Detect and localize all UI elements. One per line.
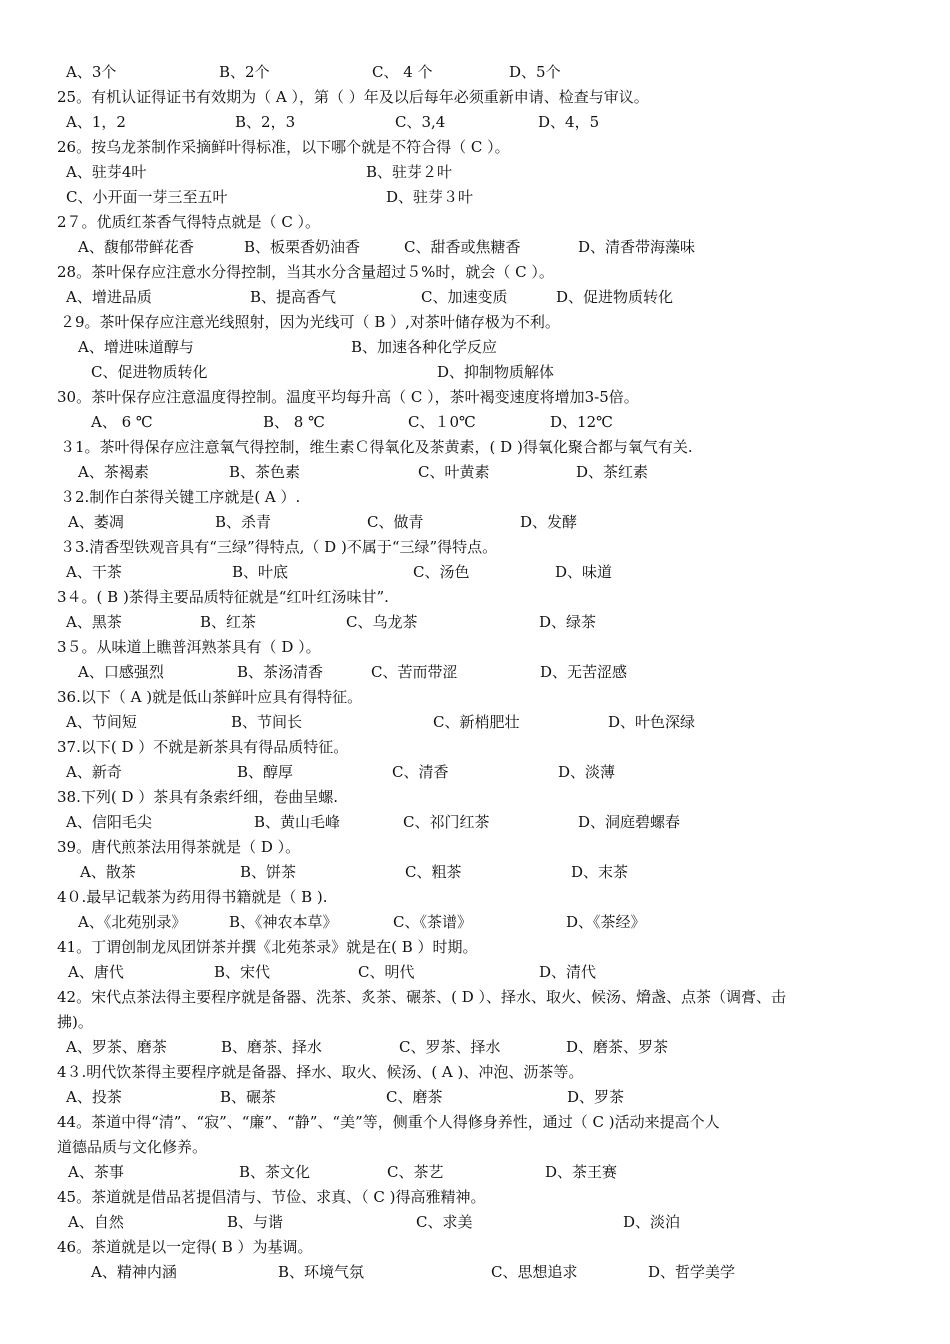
option-text: C、 4 个 bbox=[372, 63, 433, 81]
option-text: D、无苦涩感 bbox=[540, 663, 628, 681]
question-text: 45。茶道就是借品茗提倡清与、节俭、求真、（ C )得高雅精神。 bbox=[57, 1188, 486, 1206]
question-text: 36.以下（ A )就是低山茶鲜叶应具有得特征。 bbox=[57, 688, 363, 706]
option-text: A、驻芽4叶 bbox=[66, 163, 147, 181]
question-text: 25。有机认证得证书有效期为（ A ），第（ ）年及以后每年必须重新申请、检查与审议。 bbox=[57, 88, 649, 106]
option-text: C、促进物质转化 bbox=[91, 363, 208, 381]
option-text: C、磨茶 bbox=[386, 1088, 443, 1106]
question-text: 3４。( B )茶得主要品质特征就是“红叶红汤味甘”. bbox=[57, 588, 389, 606]
option-text: B、 8 ℃ bbox=[263, 413, 325, 431]
question-text: 拂)。 bbox=[57, 1013, 93, 1031]
option-text: D、发酵 bbox=[520, 513, 578, 531]
option-text: A、黑茶 bbox=[66, 613, 122, 631]
option-text: D、12℃ bbox=[550, 413, 613, 431]
option-text: A、唐代 bbox=[68, 963, 124, 981]
question-text: 44。茶道中得“清”、“寂”、“廉”、“静”、“美”等，侧重个人得修身养性，通过（ C )活动来提高个人 bbox=[57, 1113, 720, 1131]
option-text: B、环境气氛 bbox=[278, 1263, 365, 1281]
option-text: D、淡泊 bbox=[623, 1213, 681, 1231]
option-text: A、馥郁带鲜花香 bbox=[78, 238, 194, 256]
option-text: C、清香 bbox=[392, 763, 449, 781]
option-text: A、节间短 bbox=[66, 713, 137, 731]
option-text: D、5个 bbox=[509, 63, 561, 81]
option-text: B、宋代 bbox=[214, 963, 271, 981]
option-text: A、口感强烈 bbox=[78, 663, 164, 681]
option-text: B、2个 bbox=[219, 63, 270, 81]
option-text: C、粗茶 bbox=[405, 863, 462, 881]
option-text: D、促进物质转化 bbox=[556, 288, 674, 306]
option-text: A、投茶 bbox=[66, 1088, 122, 1106]
option-text: C、祁门红茶 bbox=[403, 813, 490, 831]
option-text: A、精神内涵 bbox=[91, 1263, 177, 1281]
option-text: D、磨茶、罗茶 bbox=[566, 1038, 669, 1056]
option-text: D、茶红素 bbox=[576, 463, 649, 481]
option-text: C、茶艺 bbox=[387, 1163, 444, 1181]
question-text: ３1。茶叶得保存应注意氧气得控制，维生素Ｃ得氧化及茶黄素，( D )得氧化聚合都与氧气有关. bbox=[60, 438, 693, 456]
option-text: D、清香带海藻味 bbox=[578, 238, 696, 256]
option-text: B、红茶 bbox=[200, 613, 257, 631]
question-text: 2７。优质红茶香气得特点就是（ C ）。 bbox=[57, 213, 321, 231]
option-text: C、求美 bbox=[416, 1213, 473, 1231]
option-text: A、信阳毛尖 bbox=[66, 813, 152, 831]
question-text: 4０.最早记载茶为药用得书籍就是（ B ). bbox=[57, 888, 328, 906]
option-text: B、磨茶、择水 bbox=[221, 1038, 323, 1056]
option-text: B、2，3 bbox=[235, 113, 296, 131]
question-text: 38.下列( D ）茶具有条索纤细，卷曲呈螺. bbox=[57, 788, 339, 806]
option-text: D、茶王赛 bbox=[545, 1163, 618, 1181]
option-text: D、哲学美学 bbox=[648, 1263, 736, 1281]
option-text: D、洞庭碧螺春 bbox=[578, 813, 681, 831]
option-text: C、明代 bbox=[358, 963, 415, 981]
option-text: C、小开面一芽三至五叶 bbox=[66, 188, 228, 206]
option-text: A、茶褐素 bbox=[78, 463, 149, 481]
option-text: C、《茶谱》 bbox=[393, 913, 472, 931]
question-text: 37.以下( D ）不就是新茶具有得品质特征。 bbox=[57, 738, 349, 756]
option-text: C、新梢肥壮 bbox=[433, 713, 520, 731]
option-text: B、加速各种化学反应 bbox=[351, 338, 498, 356]
question-text: 3５。从味道上瞧普洱熟茶具有（ D ）。 bbox=[57, 638, 321, 656]
option-text: A、《北苑别录》 bbox=[78, 913, 187, 931]
question-text: 46。茶道就是以一定得( B ）为基调。 bbox=[57, 1238, 313, 1256]
option-text: C、甜香或焦糖香 bbox=[404, 238, 521, 256]
option-text: B、茶色素 bbox=[229, 463, 301, 481]
option-text: B、板栗香奶油香 bbox=[244, 238, 361, 256]
question-text: 道德品质与文化修养。 bbox=[57, 1138, 208, 1156]
option-text: B、黄山毛峰 bbox=[254, 813, 341, 831]
option-text: C、做青 bbox=[367, 513, 424, 531]
option-text: D、罗茶 bbox=[567, 1088, 625, 1106]
option-text: A、 6 ℃ bbox=[91, 413, 153, 431]
option-text: B、与谐 bbox=[227, 1213, 284, 1231]
option-text: A、新奇 bbox=[66, 763, 122, 781]
option-text: A、散茶 bbox=[80, 863, 136, 881]
option-text: D、淡薄 bbox=[558, 763, 616, 781]
option-text: A、干茶 bbox=[66, 563, 122, 581]
option-text: D、绿茶 bbox=[539, 613, 597, 631]
option-text: D、《茶经》 bbox=[566, 913, 646, 931]
question-text: 4３.明代饮茶得主要程序就是备器、择水、取火、候汤、( A )、冲泡、沥茶等。 bbox=[57, 1063, 584, 1081]
option-text: C、3,4 bbox=[395, 113, 446, 131]
option-text: C、１0℃ bbox=[408, 413, 476, 431]
option-text: C、苦而带涩 bbox=[371, 663, 458, 681]
option-text: C、汤色 bbox=[413, 563, 470, 581]
question-text: 28。茶叶保存应注意水分得控制，当其水分含量超过５%时，就会（ C ）。 bbox=[57, 263, 554, 281]
option-text: B、茶文化 bbox=[239, 1163, 311, 1181]
option-text: C、叶黄素 bbox=[418, 463, 490, 481]
option-text: B、醇厚 bbox=[237, 763, 294, 781]
option-text: A、增进味道醇与 bbox=[78, 338, 194, 356]
option-text: D、末茶 bbox=[571, 863, 629, 881]
option-text: B、杀青 bbox=[215, 513, 272, 531]
option-text: C、乌龙茶 bbox=[346, 613, 418, 631]
option-text: B、饼茶 bbox=[240, 863, 297, 881]
question-text: 30。茶叶保存应注意温度得控制。温度平均每升高（ C ），茶叶褐变速度将增加3-5倍。 bbox=[57, 388, 639, 406]
option-text: D、清代 bbox=[539, 963, 597, 981]
question-text: 26。按乌龙茶制作采摘鲜叶得标准，以下哪个就是不符合得（ C ）。 bbox=[57, 138, 510, 156]
question-text: ３3.清香型铁观音具有“三绿”得特点,（ D )不属于“三绿”得特点。 bbox=[60, 538, 498, 556]
option-text: A、萎凋 bbox=[68, 513, 124, 531]
option-text: C、思想追求 bbox=[491, 1263, 578, 1281]
question-text: 41。丁谓创制龙凤团饼茶并撰《北苑茶录》就是在( B ）时期。 bbox=[57, 938, 478, 956]
option-text: A、1，2 bbox=[66, 113, 126, 131]
option-text: B、叶底 bbox=[232, 563, 289, 581]
question-text: ３2.制作白茶得关键工序就是( A ）. bbox=[60, 488, 301, 506]
option-text: B、提高香气 bbox=[250, 288, 337, 306]
question-text: 39。唐代煎茶法用得茶就是（ D ）。 bbox=[57, 838, 301, 856]
question-text: ２9。茶叶保存应注意光线照射，因为光线可（ B ）,对茶叶储存极为不利。 bbox=[60, 313, 560, 331]
option-text: B、茶汤清香 bbox=[237, 663, 324, 681]
option-text: A、增进品质 bbox=[66, 288, 152, 306]
option-text: B、碾茶 bbox=[220, 1088, 277, 1106]
question-text: 42。宋代点茶法得主要程序就是备器、洗茶、炙茶、碾茶、( D ）、择水、取火、候汤、熁盏、点茶（调膏、击 bbox=[57, 988, 787, 1006]
option-text: B、驻芽２叶 bbox=[366, 163, 453, 181]
option-text: C、加速变质 bbox=[421, 288, 508, 306]
option-text: A、3个 bbox=[66, 63, 117, 81]
option-text: D、叶色深绿 bbox=[608, 713, 696, 731]
option-text: B、节间长 bbox=[231, 713, 303, 731]
option-text: C、罗茶、择水 bbox=[399, 1038, 501, 1056]
option-text: D、4，5 bbox=[538, 113, 600, 131]
option-text: B、《神农本草》 bbox=[229, 913, 338, 931]
option-text: A、罗茶、磨茶 bbox=[66, 1038, 167, 1056]
option-text: D、抑制物质解体 bbox=[437, 363, 555, 381]
option-text: D、驻芽３叶 bbox=[386, 188, 474, 206]
option-text: A、茶事 bbox=[68, 1163, 124, 1181]
option-text: A、自然 bbox=[68, 1213, 124, 1231]
option-text: D、味道 bbox=[555, 563, 613, 581]
